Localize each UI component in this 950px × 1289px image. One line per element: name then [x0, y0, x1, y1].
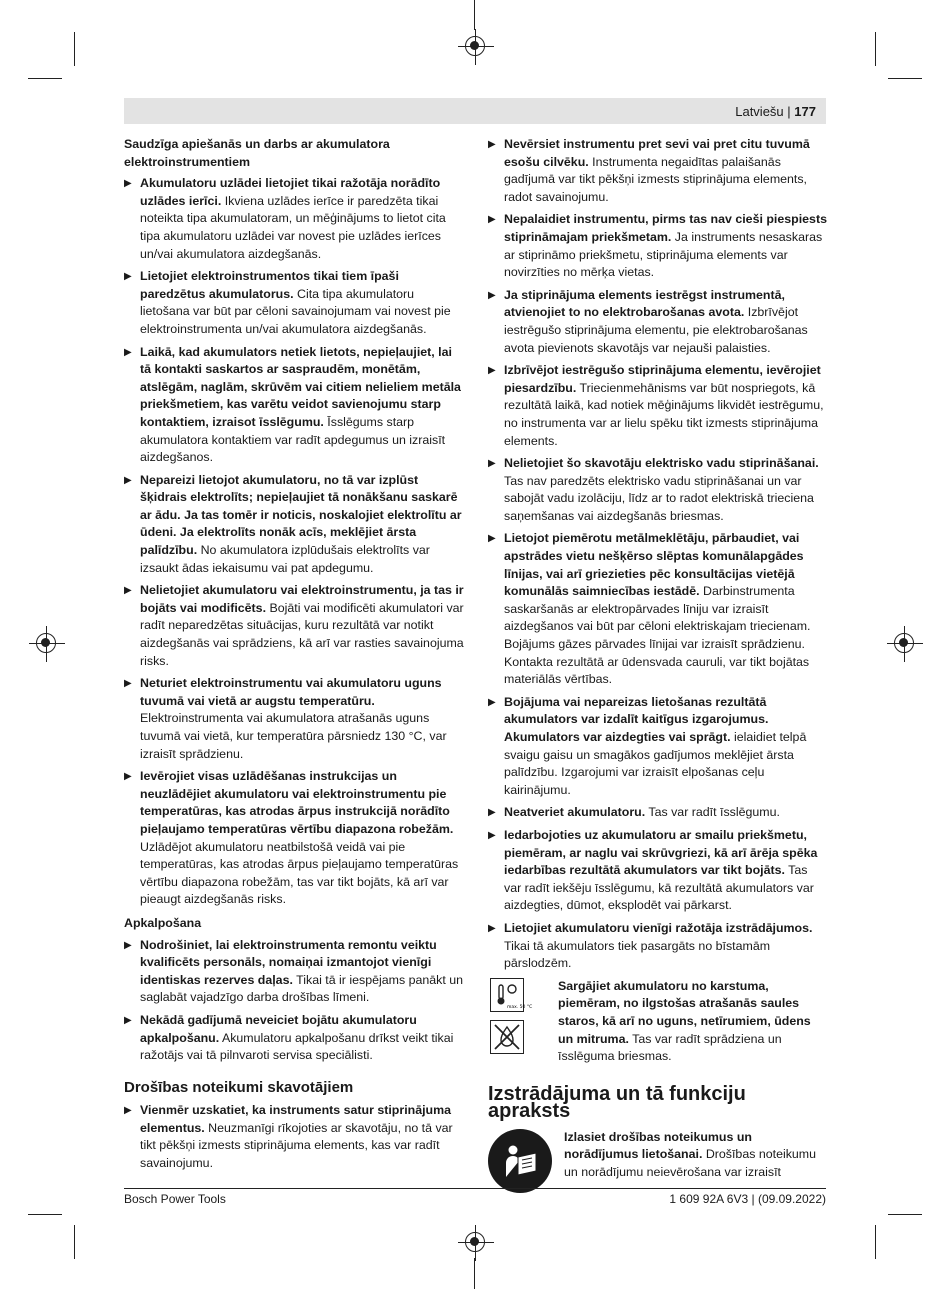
bullet-arrow-icon: ▶	[488, 365, 496, 377]
bullet-arrow-icon: ▶	[488, 696, 496, 708]
bullet-arrow-icon: ▶	[124, 585, 132, 597]
instruction-text: Darbinstrumenta saskaršanās ar elektropārvades līniju var izraisīt aizdegšanos vai būt par cēloni elektriskajam triecienam. Bojājums gāzes pārvades līnijai var izraisīt sprādzienu. Kontakta rezultātā ar ūdensvada cauruli, var tikt bojātas materiālās vērtības.	[504, 584, 811, 687]
battery-care-heading: Saudzīga apiešanās un darbs ar akumulatora elektroinstrumentiem	[124, 137, 390, 169]
bullet-arrow-icon: ▶	[124, 678, 132, 690]
crop-mark	[888, 1214, 922, 1215]
instruction-text: Instrumenta negaidītas palaišanās gadījumā var tikt pēkšņi izmests stiprinājuma elements, radot savainojumu.	[504, 154, 808, 204]
instruction-text: Uzlādējot akumulatoru neatbilstošā veidā vai pie temperatūras, kas atrodas ārpus pieļaujamo temperatūras vērtību diapazona robežām, tas var tikt bojāts, kā arī var pieaugt aizdegšanās risks.	[140, 839, 459, 907]
stapler-safety-list	[124, 1102, 464, 1172]
instruction-bold: Izbrīvējot iestrēgušo stiprinājuma elementu, ievērojiet piesardzību.	[504, 363, 821, 395]
footer-rule	[124, 1188, 826, 1189]
no-water-fire-icon	[490, 1020, 524, 1054]
header-bar	[124, 98, 826, 124]
right-column	[488, 136, 828, 1199]
instruction-text: Izbrīvējot iestrēgušo stiprinājuma elementu, pie elektrobarošanas avota pievienots skavotājs var nejauši palaisties.	[504, 305, 808, 355]
instruction-text: Īsslēgums starp akumulatora kontaktiem var radīt apdegumus un izraisīt aizdegšanos.	[140, 414, 446, 465]
section-title: Izstrādājuma un tā funkciju apraksts	[488, 1082, 746, 1123]
instruction-text: Neuzmanīgi rīkojoties ar skavotāju, no tā var tikt pēkšņi izmests stiprinājuma elements, kas var radīt savainojumu.	[140, 1120, 453, 1171]
instruction-bold: Nelietojiet akumulatoru vai elektroinstrumentu, ja tas ir bojāts vai modificēts.	[140, 583, 464, 615]
safety-instruction-item	[488, 362, 828, 450]
instruction-bold: Nodrošiniet, lai elektroinstrumenta remontu veiktu kvalificēts personāls, nomaiņai izmantojot vienīgi identiskas rezerves daļas.	[140, 937, 437, 987]
footer-brand: Bosch Power Tools	[124, 1192, 226, 1206]
registration-mark-left	[36, 633, 56, 653]
instruction-bold: Laikā, kad akumulators netiek lietots, nepieļaujiet, lai tā kontakti saskartos ar saspraudēm, monētām, atslēgām, naglām, skrūvēm vai citiem nelieliem metāla priekšmetiem, kas varētu veidot savienojumu starp kontaktiem, izraisot īsslēgumu.	[140, 344, 461, 429]
safety-instruction-item	[124, 344, 464, 467]
read-instructions-bold: Izlasiet drošības noteikumus un norādījumus lietošanai.	[564, 1129, 752, 1162]
safety-instruction-item	[488, 920, 828, 973]
heat-warning-block	[488, 978, 828, 1066]
crop-mark	[74, 1225, 75, 1259]
instruction-bold: Nekādā gadījumā neveiciet bojātu akumulatoru apkalpošanu.	[140, 1012, 417, 1045]
instruction-text: Tas var radīt īsslēgumu.	[645, 805, 780, 820]
instruction-bold: Ievērojiet visas uzlādēšanas instrukcijas un neuzlādējiet akumulatoru vai elektroinstrumentu pie temperatūras, kas atrodas ārpus instrukcijā norādīto pieļaujamo temperatūras vērtību diapazona robežām.	[140, 769, 454, 836]
safety-instruction-item	[124, 675, 464, 763]
bullet-arrow-icon: ▶	[488, 458, 496, 470]
heat-warning-body: Tas var radīt sprādziena un īsslēguma briesmas.	[558, 1031, 782, 1064]
bullet-arrow-icon: ▶	[124, 178, 132, 190]
safety-instruction-item	[124, 472, 464, 578]
safety-instruction-item	[488, 287, 828, 357]
bullet-arrow-icon: ▶	[488, 289, 496, 301]
bullet-arrow-icon: ▶	[488, 807, 496, 819]
instruction-bold: Neatveriet akumulatoru.	[504, 805, 646, 820]
warning-icons	[490, 978, 533, 1062]
bullet-arrow-icon: ▶	[488, 139, 496, 150]
bullet-arrow-icon: ▶	[124, 1105, 132, 1117]
instruction-bold: Neturiet elektroinstrumentu vai akumulatoru uguns tuvumā vai vietā ar augstu temperatūru.	[140, 676, 442, 708]
instruction-text: Tikai tā ir iespējams panākt un saglabāt vajadzīgo darba drošības līmeni.	[140, 972, 464, 1005]
instruction-text: Ikviena uzlādes ierīce ir paredzēta tikai noteikta tipa akumulatoram, un mēģinājums to lietot cita tipa akumulatoru uzlādei var novest pie uzlādes ierīces un/vai akumulatora aizdegšanās.	[140, 193, 446, 261]
footer-doc-number: 1 609 92A 6V3 | (09.09.2022)	[669, 1192, 826, 1206]
instruction-bold: Nelietojiet šo skavotāju elektrisko vadu stiprināšanai.	[504, 456, 819, 471]
bullet-arrow-icon: ▶	[124, 939, 132, 951]
bullet-arrow-icon: ▶	[124, 346, 132, 358]
heat-warning-bold: Sargājiet akumulatoru no karstuma, piemēram, no ilgstošas atrašanās saules staros, kā arī no uguns, netīrumiem, ūdens un mitruma.	[558, 978, 811, 1046]
right-safety-list	[488, 136, 828, 973]
instruction-bold: Vienmēr uzskatiet, ka instruments satur stiprinājuma elementus.	[140, 1103, 452, 1135]
heat-warning-text	[558, 978, 828, 1066]
instruction-bold: Akumulatoru uzlādei lietojiet tikai ražotāja norādīto uzlādes ierīci.	[140, 176, 441, 208]
instruction-text: Tikai tā akumulators tiek pasargāts no bīstamām pārslodzēm.	[504, 938, 771, 971]
read-instructions-body: Drošības noteikumu un norādījumu neievērošana var izraisīt	[564, 1147, 817, 1180]
instruction-text: No akumulatora izplūdušais elektrolīts var izsaukt ādas iekaisumu vai pat apdegumu.	[140, 543, 430, 575]
crop-mark	[74, 32, 75, 66]
crop-mark	[28, 1214, 62, 1215]
safety-instruction-item	[488, 827, 828, 915]
instruction-bold: Ja stiprinājuma elements iestrēgst instrumentā, atvienojiet to no elektrobarošanas avota.	[504, 287, 785, 320]
safety-instruction-item	[488, 804, 828, 822]
registration-mark-top	[465, 36, 485, 56]
page-number: 177	[794, 104, 816, 119]
header-language: Latviešu	[735, 104, 784, 119]
read-instructions-text	[564, 1129, 828, 1182]
max-temp-label: max. 50 °C	[507, 1004, 533, 1010]
crop-mark	[474, 0, 475, 30]
instruction-bold: Lietojiet akumulatoru vienīgi ražotāja izstrādājumos.	[504, 920, 813, 935]
bullet-arrow-icon: ▶	[488, 829, 496, 841]
safety-instruction-item	[124, 268, 464, 338]
stapler-safety-heading: Drošības noteikumi skavotājiem	[124, 1078, 354, 1096]
safety-instruction-item	[124, 937, 464, 1007]
instruction-bold: Lietojot piemērotu metālmeklētāju, pārbaudiet, vai apstrādes vietu nešķērso slēptas komunālapgādes līnijas, vai arī griezieties pēc konsultācijas vietējā komunālās saimniecības iestādē.	[504, 531, 804, 599]
read-manual-icon	[488, 1129, 552, 1193]
instruction-text: Tas var radīt iekšēju īsslēgumu, kā rezultātā akumulators var aizdegties, dūmot, eksplodēt vai pārkarst.	[504, 863, 814, 913]
instruction-text: Cita tipa akumulatoru lietošana var būt par cēloni savainojumam vai novest pie elektroinstrumenta un/vai akumulatora aizdegšanās.	[140, 286, 451, 336]
service-list	[124, 937, 464, 1065]
instruction-text: Ja instruments nesaskaras ar stiprināmo priekšmetu, stiprinājuma elements var novirzīties no mērķa vietas.	[504, 229, 823, 280]
header-separator: |	[787, 104, 791, 119]
instruction-text: Tas nav paredzēts elektrisko vadu stiprināšanai un var sabojāt vadu izolāciju, līdz ar to radot elektriskā trieciena saņemšanas vai aizdegšanās briesmas.	[504, 473, 814, 523]
safety-instruction-item	[488, 211, 828, 281]
safety-instruction-item	[124, 1012, 464, 1065]
instruction-text: Akumulatoru apkalpošanu drīkst veikt tikai ražotājs vai tā pilnvaroti servisa speciālisti.	[140, 1030, 454, 1063]
bullet-arrow-icon: ▶	[488, 533, 496, 545]
instruction-bold: Lietojiet elektroinstrumentos tikai tiem īpaši paredzētus akumulatorus.	[140, 269, 399, 301]
instruction-bold: Bojājuma vai nepareizas lietošanas rezultātā akumulators var izdalīt kaitīgus izgarojumus. Akumulators var aizdegties vai sprāgt.	[504, 694, 769, 744]
safety-instruction-item	[124, 175, 464, 263]
instruction-text: Bojāti vai modificēti akumulatori var radīt neparedzētas situācijas, kuru rezultātā var notikt aizdegšanās vai sprādziens, kā arī var rasties savainojuma risks.	[140, 600, 464, 668]
safety-instruction-item	[488, 530, 828, 688]
thermometer-sun-icon	[490, 978, 533, 1012]
instruction-text: Elektroinstrumenta vai akumulatora atrašanās uguns tuvumā vai vietā, kur temperatūra pārsniedz 130 °C, var izraisīt sprādzienu.	[140, 711, 447, 761]
safety-instruction-item	[124, 582, 464, 670]
bullet-arrow-icon: ▶	[488, 922, 496, 934]
safety-instruction-item	[488, 694, 828, 800]
left-column	[124, 136, 464, 1178]
bullet-arrow-icon: ▶	[124, 771, 132, 783]
safety-instruction-item	[124, 768, 464, 909]
bullet-arrow-icon: ▶	[124, 1014, 132, 1026]
safety-instruction-item	[124, 1102, 464, 1172]
crop-mark	[875, 32, 876, 66]
instruction-bold: Iedarbojoties uz akumulatoru ar smailu priekšmetu, piemēram, ar naglu vai skrūvgriezi, kā arī ārēja spēka iedarbības rezultātā akumulators var tikt bojāts.	[504, 827, 818, 878]
instruction-text: Triecienmehānisms var būt nospriegots, kā rezultātā laikā, kad notiek mēģinājums likvidēt iestrēgumu, no instrumenta var ar lielu spēku tikt izmests stiprinājuma elements.	[504, 380, 824, 448]
crop-mark	[28, 78, 62, 79]
registration-mark-right	[894, 633, 914, 653]
instruction-text: ielaidiet telpā svaigu gaisu un smagākos gadījumos meklējiet ārsta palīdzību. Izgarojumi var izraisīt elpošanas ceļu kairinājumu.	[504, 730, 807, 797]
bullet-arrow-icon: ▶	[488, 214, 496, 226]
instruction-bold: Nepareizi lietojot akumulatoru, no tā var izplūst šķidrais elektrolīts; nepieļaujiet tā nonākšanu saskarē ar ādu. Ja tas tomēr ir noticis, noskalojiet elektrolītu ar ūdeni. Ja elektrolīts nonāk acīs, meklējiet ārsta palīdzību.	[140, 472, 462, 558]
service-heading: Apkalpošana	[124, 915, 202, 930]
instruction-bold: Nepalaidiet instrumentu, pirms tas nav cieši piespiests stiprināmajam priekšmetam.	[504, 212, 827, 244]
crop-mark	[474, 1258, 475, 1289]
bullet-arrow-icon: ▶	[124, 271, 132, 283]
battery-care-list	[124, 175, 464, 909]
instruction-bold: Nevērsiet instrumentu pret sevi vai pret citu tuvumā esošu cilvēku.	[504, 137, 810, 169]
crop-mark	[888, 78, 922, 79]
crop-mark	[875, 1225, 876, 1259]
page-header	[735, 104, 816, 119]
safety-instruction-item	[488, 455, 828, 525]
safety-instruction-item	[488, 136, 828, 206]
registration-mark-bottom	[465, 1232, 485, 1252]
bullet-arrow-icon: ▶	[124, 474, 132, 486]
